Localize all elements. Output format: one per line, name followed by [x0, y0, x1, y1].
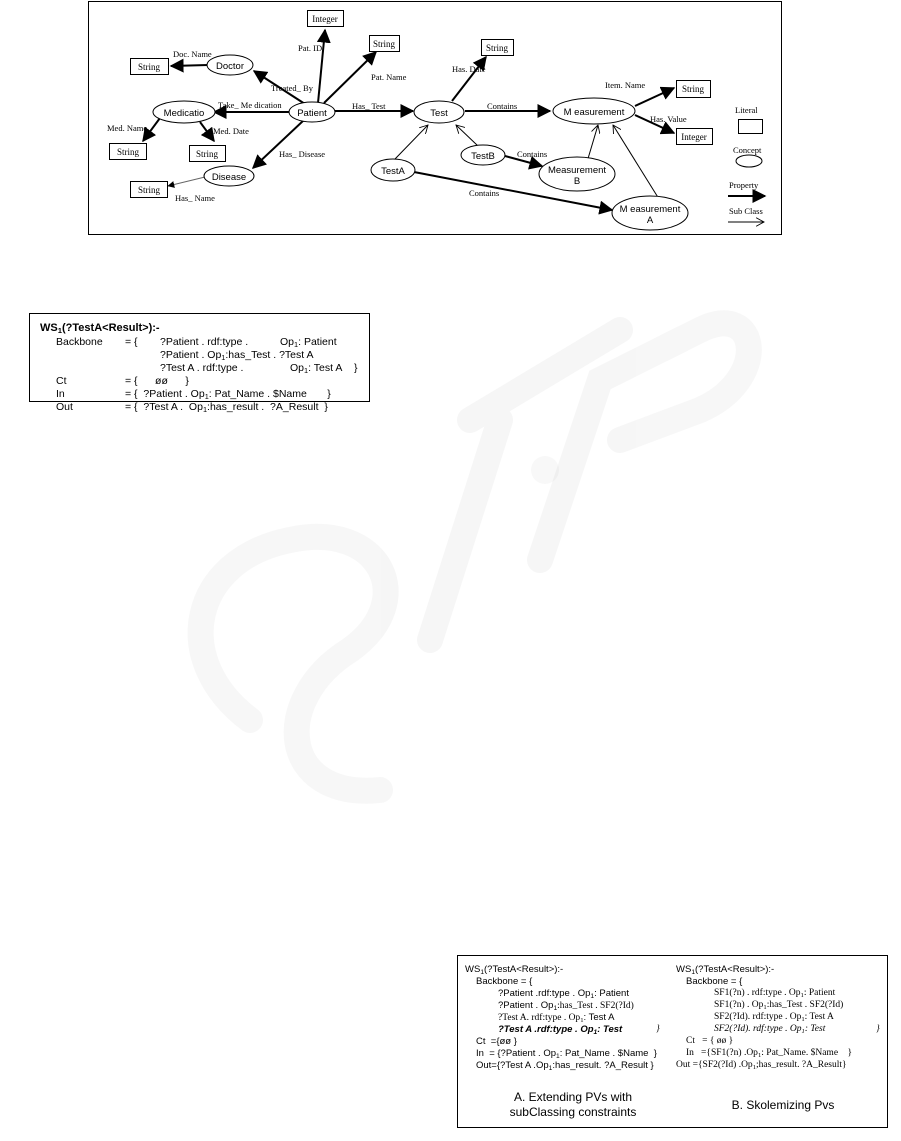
label-contains-a: Contains: [469, 188, 500, 198]
legend-property-label: Property: [729, 180, 759, 190]
edge-med-date: [200, 122, 214, 141]
label-take-medication: Take_ Me dication: [218, 100, 282, 110]
concept-medication-text: Medicatio: [163, 108, 205, 119]
ws1-definition-box: [29, 313, 370, 414]
out-value: = { ?Test A . $Op_1:has\_result$ . ?A_Result }: [125, 401, 328, 414]
label-has-name: Has_ Name: [175, 193, 215, 203]
legend-concept-ellipse: [736, 155, 762, 167]
label-has-date: Has. Date: [452, 64, 486, 74]
left-line-4-close: }: [656, 1024, 660, 1034]
concept-measurement-b-text1: Measurement: [547, 165, 607, 176]
label-has-value: Has. Value: [650, 114, 687, 124]
literal-string-patname-text: String: [372, 39, 396, 49]
right-backbone: Backbone = {: [686, 976, 743, 987]
legend-literal-label: Literal: [735, 105, 758, 115]
label-contains-main: Contains: [487, 101, 518, 111]
literal-string-docname-text: String: [137, 62, 161, 72]
edge-doc-name: [171, 65, 208, 66]
right-line-4: SF2(?Id). rdf:type . $Op_1$: Test: [714, 1024, 826, 1035]
subclass-measb-meas: [587, 125, 598, 162]
backbone-close: }: [354, 362, 358, 374]
right-line-4-close: }: [876, 1024, 880, 1034]
literal-string-itemname-text: String: [681, 84, 705, 94]
left-line-3: ?Test A. rdf:type . $Op_1$: Test A: [498, 1012, 615, 1024]
subclass-testa-test: [395, 125, 428, 159]
concept-patient-text: Patient: [297, 108, 327, 119]
edge-has-name: [168, 177, 205, 186]
left-heading: $WS_1(?TestA<Result>):-$: [465, 964, 564, 976]
left-out: Out={?Test A $.Op_1:has\_result$. ?A_Result }: [476, 1060, 654, 1072]
ct-value: = { øø }: [125, 375, 189, 387]
right-heading: $WS_1(?TestA<Result>):-$: [676, 964, 775, 976]
left-line-2: ?Patient . $Op_1:has\_Test$ . SF2(?Id): [498, 1000, 634, 1012]
left-in: In = {?Patient . $Op_1$: Pat_Name . $Name }: [476, 1048, 657, 1060]
label-pat-name: Pat. Name: [371, 72, 407, 82]
left-caption: A. Extending PVs with subClassing constraints: [509, 1090, 637, 1119]
backbone-open: = {: [125, 336, 138, 348]
legend-concept-label: Concept: [733, 145, 762, 155]
subclass-measa-meas: [613, 125, 659, 199]
backbone-label: Backbone: [56, 336, 103, 348]
label-has-test: Has_ Test: [352, 101, 386, 111]
literal-string-hasdate-text: String: [485, 43, 509, 53]
right-caption: B. Skolemizing Pvs: [731, 1098, 835, 1112]
backbone-line-3-op: $Op_1$: Test A: [290, 362, 343, 375]
literal-integer-top-text: Integer: [312, 14, 338, 24]
backbone-line-2: ?Patient . $Op_1:has\_Test$ . ?Test A: [160, 349, 314, 362]
label-doc-name: Doc. Name: [173, 49, 212, 59]
legend-literal-box: [739, 120, 763, 134]
left-line-1: ?Patient .rdf:type . $Op_1$: Patient: [498, 988, 629, 1000]
ws1-heading: $WS_1(?TestA<Result>):-$: [40, 322, 160, 335]
label-med-name: Med. Name: [107, 123, 148, 133]
backbone-line-1-op: $Op_1$: Patient: [280, 336, 337, 349]
literal-string-hasname-text: String: [137, 185, 161, 195]
concept-testb-text: TestB: [471, 151, 495, 162]
edge-pat-name: [324, 52, 376, 103]
right-ct: Ct = { øø }: [686, 1036, 734, 1046]
concept-measurement-a-text2: A: [646, 215, 654, 226]
literal-string-medname-text: String: [116, 147, 140, 157]
backbone-line-1: ?Patient . rdf:type .: [160, 336, 249, 348]
edge-pat-id: [318, 30, 325, 103]
ct-label: Ct: [56, 375, 67, 387]
ontology-diagram: [0, 0, 901, 250]
label-treated-by: Treated_ By: [271, 83, 313, 93]
backbone-line-3: ?Test A . rdf:type .: [160, 362, 244, 374]
concept-test-text: Test: [430, 108, 448, 119]
label-contains-b: Contains: [517, 149, 548, 159]
left-ct: Ct ={øø }: [476, 1036, 517, 1047]
concept-measurement-text: M easurement: [563, 107, 625, 118]
concept-measurement-b-text2: B: [573, 176, 581, 187]
right-line-3: SF2(?Id). rdf:type . $Op_1$: Test A: [714, 1012, 834, 1023]
label-item-name: Item. Name: [605, 80, 646, 90]
out-label: Out: [56, 401, 73, 413]
legend-subclass-label: Sub Class: [729, 206, 763, 216]
concept-measurement-a-text1: M easurement: [619, 204, 681, 215]
literal-string-meddate-text: String: [195, 149, 219, 159]
concept-disease-text: Disease: [211, 172, 247, 183]
subclass-testb-test: [456, 125, 478, 146]
right-out: Out ={SF2(?Id) $.Op_1;has\_result$. ?A_Result}: [676, 1060, 847, 1071]
edge-item-name: [635, 88, 674, 106]
concept-doctor-text: Doctor: [216, 61, 244, 72]
left-line-4: ?Test A .rdf:type . $Op_1$: Test: [498, 1024, 623, 1036]
in-label: In: [56, 388, 65, 400]
literal-integer-hasvalue-text: Integer: [681, 132, 707, 142]
pv-comparison-box: [457, 955, 888, 1128]
left-backbone: Backbone = {: [476, 976, 533, 987]
right-line-1: SF1(?n) . rdf:type . $Op_1$: Patient: [714, 988, 836, 999]
right-in: In ={SF1(?n) $.Op_1$: Pat_Name. $Name }: [686, 1048, 853, 1059]
concept-testa-text: TestA: [381, 166, 405, 177]
label-has-disease: Has_ Disease: [279, 149, 326, 159]
label-med-date: Med. Date: [213, 126, 249, 136]
in-value: = { ?Patient . $Op_1$: Pat_Name . $Name }: [125, 388, 331, 401]
edge-has-disease: [253, 120, 304, 168]
label-pat-id: Pat. ID: [298, 43, 323, 53]
right-line-2: SF1(?n) . $Op_1:has\_Test$ . SF2(?Id): [714, 1000, 844, 1011]
